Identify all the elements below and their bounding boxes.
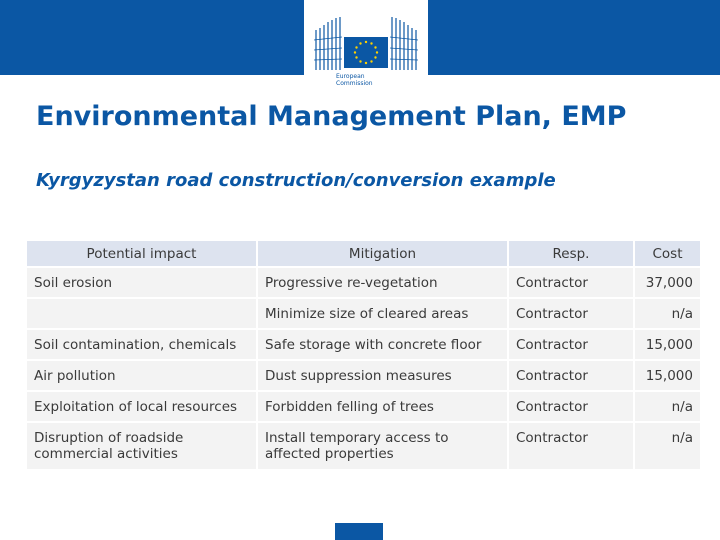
impact-cell: Air pollution	[26, 360, 257, 391]
footer-tab	[335, 523, 383, 540]
column-header-mitigation: Mitigation	[257, 240, 508, 267]
mitigation-cell: Minimize size of cleared areas	[257, 298, 508, 329]
cost-cell: n/a	[634, 422, 701, 470]
table-header-row	[26, 240, 701, 267]
mitigation-cell: Forbidden felling of trees	[257, 391, 508, 422]
mitigation-cell: Safe storage with concrete floor	[257, 329, 508, 360]
page-title: Environmental Management Plan, EMP	[36, 101, 627, 132]
page-subtitle: Kyrgyzystan road construction/conversion example	[36, 170, 556, 191]
logo-text	[336, 73, 373, 87]
column-header-responsibility: Resp.	[508, 240, 634, 267]
table-row	[26, 422, 701, 470]
cost-cell: n/a	[634, 391, 701, 422]
responsibility-cell: Contractor	[508, 360, 634, 391]
responsibility-cell: Contractor	[508, 267, 634, 298]
cost-cell: 37,000	[634, 267, 701, 298]
impact-cell	[26, 298, 257, 329]
responsibility-cell: Contractor	[508, 391, 634, 422]
impact-cell: Soil erosion	[26, 267, 257, 298]
mitigation-cell: Progressive re-vegetation	[257, 267, 508, 298]
table-row	[26, 329, 701, 360]
responsibility-cell: Contractor	[508, 298, 634, 329]
responsibility-cell: Contractor	[508, 422, 634, 470]
impact-cell: Disruption of roadside commercial activities	[26, 422, 257, 470]
european-commission-logo	[304, 0, 428, 99]
cost-cell: n/a	[634, 298, 701, 329]
column-header-impact: Potential impact	[26, 240, 257, 267]
table-row	[26, 298, 701, 329]
impact-cell: Exploitation of local resources	[26, 391, 257, 422]
table-row	[26, 391, 701, 422]
cost-cell: 15,000	[634, 360, 701, 391]
table-row	[26, 267, 701, 298]
impact-cell: Soil contamination, chemicals	[26, 329, 257, 360]
mitigation-cell: Dust suppression measures	[257, 360, 508, 391]
responsibility-cell: Contractor	[508, 329, 634, 360]
mitigation-cell: Install temporary access to affected properties	[257, 422, 508, 470]
logo-org-line2: Commission	[336, 80, 373, 87]
cost-cell: 15,000	[634, 329, 701, 360]
column-header-cost: Cost	[634, 240, 701, 267]
emp-table	[25, 239, 702, 471]
table-row	[26, 360, 701, 391]
logo-org-line1: European	[336, 73, 365, 80]
